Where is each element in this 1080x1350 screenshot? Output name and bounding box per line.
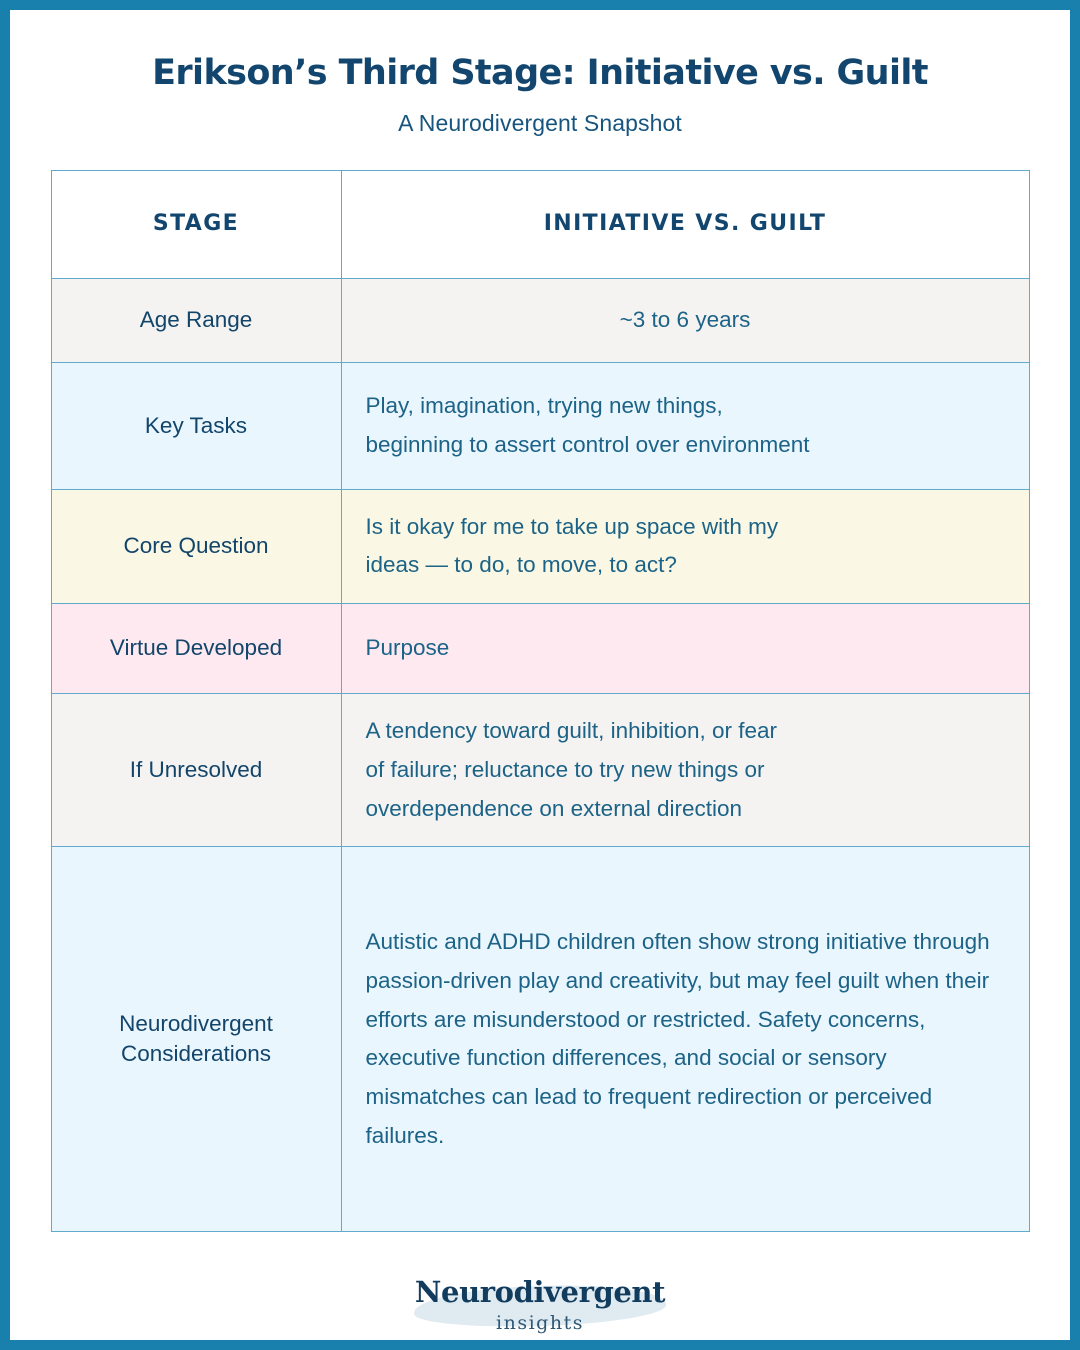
row-value-if-unresolved [341,694,1029,847]
brand-logo [390,1266,690,1344]
text-line: and creativity, but may feel guilt when their [565,967,990,993]
table-row [51,847,1029,1232]
table-container [51,170,1030,1232]
row-label-age-range: Age Range [51,278,341,362]
text-line: beginning to assert control over environment [365,431,810,457]
row-value-key-tasks [341,362,1029,489]
text-line: Neurodivergent [119,1010,273,1036]
erikson-stage-table [51,170,1030,1232]
row-label-virtue-developed: Virtue Developed [51,604,341,694]
text-line: Considerations [120,1041,272,1067]
text-line: Is it okay for me to take up space with my [365,513,779,539]
text-line: can lead to frequent redirection or [491,1083,829,1109]
text-line: strong initiative through passion-driven play [365,929,990,993]
table-header-row [51,170,1029,278]
row-value-core-question [341,489,1029,603]
table-row [51,362,1029,489]
column-header-stage: STAGE [51,170,341,278]
page-subtitle: A Neurodivergent Snapshot [398,109,682,136]
text-line: ideas — to do, to move, to act? [365,552,677,578]
logo-wordmark: Neurodivergent [414,1274,666,1309]
text-line: efforts are misunderstood or restricted. [365,1006,752,1032]
text-line: of failure; reluctance to try new things or [365,756,765,782]
column-header-initiative-vs-guilt: INITIATIVE VS. GUILT [341,170,1029,278]
text-line: differences, and social or sensory mismatches [365,1045,887,1109]
footer [10,1266,1070,1344]
row-value-age-range: ~3 to 6 years [341,278,1029,362]
header [10,10,1070,137]
row-label-neurodivergent-considerations [51,847,341,1232]
table-row [51,694,1029,847]
row-value-neurodivergent-considerations [341,847,1029,1232]
row-value-virtue-developed: Purpose [341,604,1029,694]
table-row [51,489,1029,603]
infographic-canvas [10,10,1070,1340]
table-row [51,278,1029,362]
text-line: A tendency toward guilt, inhibition, or fear [365,718,777,744]
text-line: overdependence on external direction [365,795,743,821]
table-row [51,604,1029,694]
row-label-key-tasks: Key Tasks [51,362,341,489]
logo-tagline: insights [496,1311,584,1334]
text-line: Play, imagination, trying new things, [365,393,723,419]
text-line: perceived failures. [365,1083,933,1148]
text-line: Autistic and ADHD children often show [365,929,751,955]
page-title: Erikson’s Third Stage: Initiative vs. Guilt [152,53,928,93]
row-label-core-question: Core Question [51,489,341,603]
text-line: Safety concerns, executive function [365,1006,926,1071]
row-label-if-unresolved: If Unresolved [51,694,341,847]
